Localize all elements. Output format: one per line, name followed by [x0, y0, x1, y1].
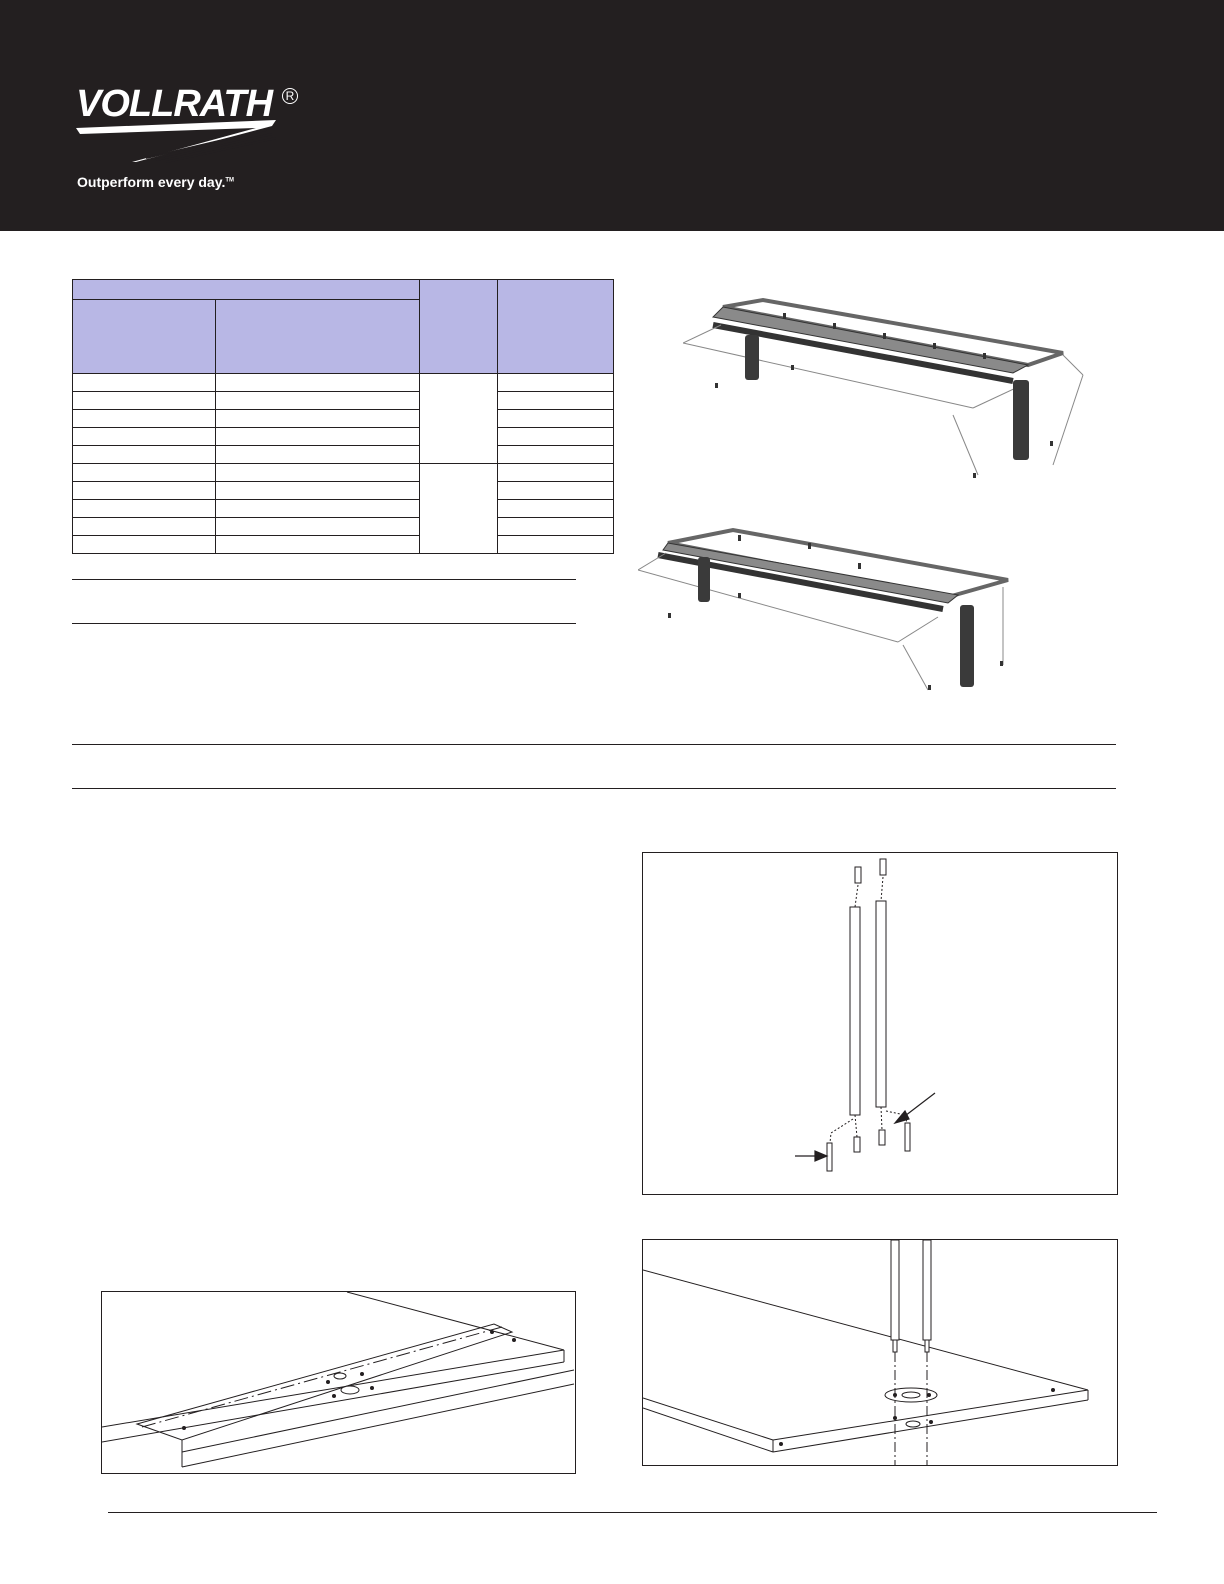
- tagline-text: Outperform every day.: [77, 174, 226, 190]
- merged-cell-group-2: [420, 464, 498, 554]
- table-header-col4: [498, 280, 614, 374]
- logo-swoosh-icon: [76, 114, 286, 164]
- tagline: [77, 174, 234, 190]
- counter-top-diagram: [101, 1291, 576, 1474]
- table-row: [73, 518, 614, 536]
- table-row: [73, 482, 614, 500]
- table-header-col1: [73, 300, 216, 374]
- divider-line: [72, 579, 576, 580]
- post-assembly-diagram: [642, 852, 1118, 1195]
- logo-wordmark: VOLLRATH: [76, 83, 273, 125]
- table-row: [73, 536, 614, 554]
- table-header-col3: [420, 280, 498, 374]
- header-band: [0, 0, 1224, 231]
- posts-exploded-icon: [643, 853, 1117, 1194]
- table-row: [73, 446, 614, 464]
- post-mounting-diagram: [642, 1239, 1118, 1466]
- section-rule: [72, 788, 1116, 789]
- footer-rule: [108, 1512, 1157, 1513]
- table-row: [73, 428, 614, 446]
- spec-table: [72, 279, 614, 554]
- countertop-template-icon: [102, 1292, 575, 1473]
- post-mounting-icon: [643, 1240, 1117, 1465]
- section-rule: [72, 744, 1116, 745]
- breath-guard-photo-bottom: [638, 525, 1018, 700]
- table-row: [73, 410, 614, 428]
- merged-cell-group-1: [420, 374, 498, 464]
- table-row: [73, 464, 614, 482]
- table-row: [73, 392, 614, 410]
- divider-line: [72, 623, 576, 624]
- vollrath-logo: [76, 84, 316, 164]
- breath-guard-photo-top: [683, 295, 1103, 490]
- table-header-group: [73, 280, 420, 300]
- table-row: [73, 500, 614, 518]
- trademark-mark: TM: [225, 177, 235, 184]
- registered-mark-icon: R: [282, 88, 298, 104]
- table-header-col2: [216, 300, 420, 374]
- table-row: [73, 374, 614, 392]
